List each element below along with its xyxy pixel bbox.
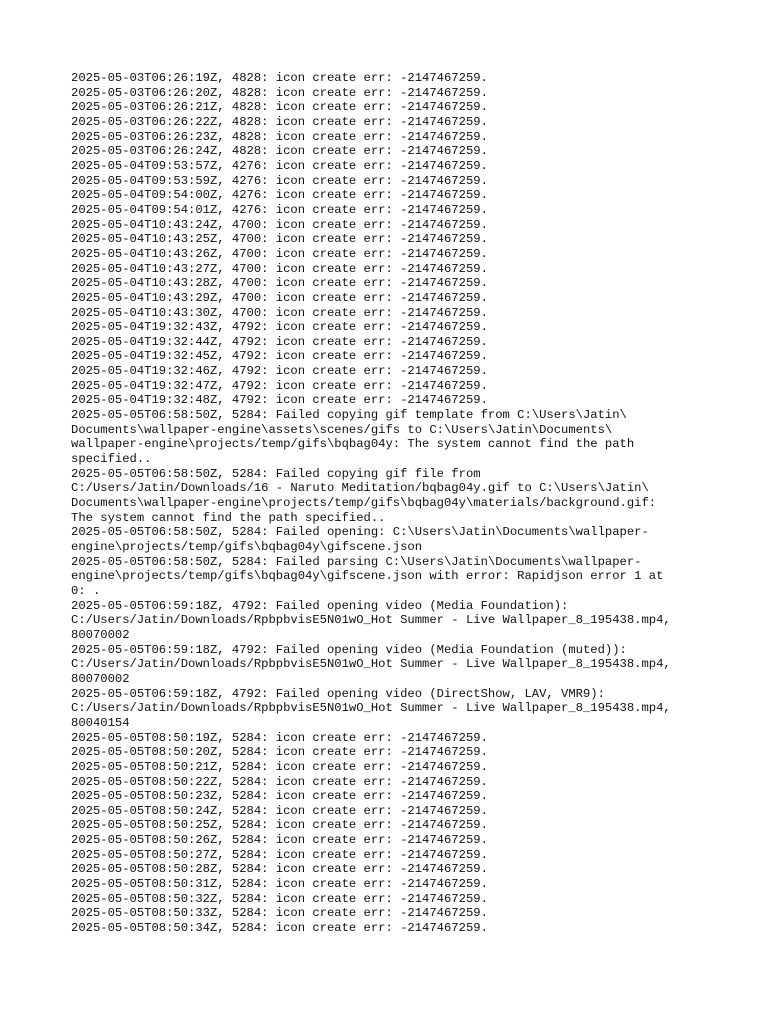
log-line: Documents\wallpaper-engine\projects/temp/gifs\bqbag04y\materials/background.gif: bbox=[71, 496, 657, 511]
log-line: wallpaper-engine\projects/temp/gifs\bqbag04y: The system cannot find the path bbox=[71, 437, 635, 452]
log-line: 2025-05-05T06:59:18Z, 4792: Failed opening video (Media Foundation (muted)): bbox=[71, 642, 627, 657]
log-line: Documents\wallpaper-engine\assets\scenes/gifs to C:\Users\Jatin\Documents\ bbox=[71, 422, 613, 437]
log-line: 80070002 bbox=[71, 627, 130, 642]
log-line: 2025-05-04T19:32:43Z, 4792: icon create err: -2147467259. bbox=[71, 320, 488, 335]
log-line: 2025-05-04T19:32:44Z, 4792: icon create err: -2147467259. bbox=[71, 334, 488, 349]
log-line: 2025-05-04T19:32:46Z, 4792: icon create err: -2147467259. bbox=[71, 364, 488, 379]
log-line: 2025-05-05T08:50:25Z, 5284: icon create err: -2147467259. bbox=[71, 818, 488, 833]
log-line: 2025-05-05T08:50:27Z, 5284: icon create err: -2147467259. bbox=[71, 847, 488, 862]
log-line: 2025-05-03T06:26:24Z, 4828: icon create err: -2147467259. bbox=[71, 144, 488, 159]
log-line: 2025-05-04T09:53:57Z, 4276: icon create err: -2147467259. bbox=[71, 158, 488, 173]
log-line: 2025-05-05T06:58:50Z, 5284: Failed copying gif template from C:\Users\Jatin\ bbox=[71, 408, 627, 423]
log-line: engine\projects/temp/gifs\bqbag04y\gifscene.json bbox=[71, 540, 423, 554]
log-line: 0: . bbox=[71, 583, 101, 598]
log-line: 2025-05-03T06:26:23Z, 4828: icon create err: -2147467259. bbox=[71, 129, 488, 144]
log-line: engine\projects/temp/gifs\bqbag04y\gifscene.json with error: Rapidjson error 1 at bbox=[71, 569, 664, 584]
log-line: 2025-05-03T06:26:19Z, 4828: icon create err: -2147467259. bbox=[71, 71, 488, 85]
document-page bbox=[71, 71, 701, 936]
log-line: 2025-05-05T08:50:32Z, 5284: icon create err: -2147467259. bbox=[71, 891, 488, 906]
log-line: 2025-05-05T08:50:22Z, 5284: icon create err: -2147467259. bbox=[71, 774, 488, 789]
log-line: 80070002 bbox=[71, 671, 130, 686]
log-line: 2025-05-04T09:53:59Z, 4276: icon create err: -2147467259. bbox=[71, 173, 488, 188]
log-line: 2025-05-04T10:43:24Z, 4700: icon create err: -2147467259. bbox=[71, 217, 488, 232]
log-line: 2025-05-03T06:26:20Z, 4828: icon create err: -2147467259. bbox=[71, 85, 488, 100]
log-line: 2025-05-05T08:50:31Z, 5284: icon create err: -2147467259. bbox=[71, 877, 488, 892]
log-line: 2025-05-04T10:43:29Z, 4700: icon create err: -2147467259. bbox=[71, 290, 488, 305]
log-line: 2025-05-04T19:32:48Z, 4792: icon create err: -2147467259. bbox=[71, 393, 488, 408]
log-line: 2025-05-05T08:50:28Z, 5284: icon create err: -2147467259. bbox=[71, 862, 488, 877]
log-line: 2025-05-05T06:59:18Z, 4792: Failed opening video (DirectShow, LAV, VMR9): bbox=[71, 686, 605, 701]
log-line: 2025-05-04T09:54:00Z, 4276: icon create err: -2147467259. bbox=[71, 188, 488, 203]
log-line: 2025-05-05T06:59:18Z, 4792: Failed opening video (Media Foundation): bbox=[71, 598, 569, 613]
log-line: 2025-05-05T06:58:50Z, 5284: Failed parsing C:\Users\Jatin\Documents\wallpaper- bbox=[71, 554, 642, 569]
log-line: 2025-05-05T08:50:33Z, 5284: icon create err: -2147467259. bbox=[71, 906, 488, 921]
log-line: 2025-05-05T08:50:26Z, 5284: icon create err: -2147467259. bbox=[71, 833, 488, 848]
log-line: 2025-05-04T09:54:01Z, 4276: icon create err: -2147467259. bbox=[71, 202, 488, 217]
log-line: C:/Users/Jatin/Downloads/RpbpbvisE5N01wO_Hot Summer - Live Wallpaper_8_195438.mp4, bbox=[71, 701, 671, 716]
log-line: 2025-05-05T08:50:19Z, 5284: icon create err: -2147467259. bbox=[71, 730, 488, 745]
log-line: C:/Users/Jatin/Downloads/RpbpbvisE5N01wO_Hot Summer - Live Wallpaper_8_195438.mp4, bbox=[71, 657, 671, 672]
log-line: 2025-05-03T06:26:22Z, 4828: icon create err: -2147467259. bbox=[71, 114, 488, 129]
log-line: 80040154 bbox=[71, 715, 130, 730]
log-line: 2025-05-04T10:43:30Z, 4700: icon create err: -2147467259. bbox=[71, 305, 488, 320]
log-line: 2025-05-05T06:58:50Z, 5284: Failed opening: C:\Users\Jatin\Documents\wallpaper- bbox=[71, 525, 649, 540]
log-line: 2025-05-04T19:32:45Z, 4792: icon create err: -2147467259. bbox=[71, 349, 488, 364]
log-line: The system cannot find the path specified.. bbox=[71, 510, 386, 525]
log-line: 2025-05-03T06:26:21Z, 4828: icon create err: -2147467259. bbox=[71, 100, 488, 115]
log-line: 2025-05-04T10:43:28Z, 4700: icon create err: -2147467259. bbox=[71, 276, 488, 291]
log-line: 2025-05-05T06:58:50Z, 5284: Failed copying gif file from bbox=[71, 466, 481, 481]
log-line: 2025-05-05T08:50:21Z, 5284: icon create err: -2147467259. bbox=[71, 759, 488, 774]
log-line: 2025-05-04T10:43:25Z, 4700: icon create err: -2147467259. bbox=[71, 232, 488, 247]
log-line: 2025-05-04T10:43:27Z, 4700: icon create err: -2147467259. bbox=[71, 261, 488, 276]
log-line: 2025-05-05T08:50:34Z, 5284: icon create err: -2147467259. bbox=[71, 921, 488, 936]
log-text-block bbox=[71, 71, 701, 936]
log-line: 2025-05-04T19:32:47Z, 4792: icon create err: -2147467259. bbox=[71, 378, 488, 393]
log-line: C:/Users/Jatin/Downloads/16 - Naruto Meditation/bqbag04y.gif to C:\Users\Jatin\ bbox=[71, 481, 649, 496]
log-line: 2025-05-05T08:50:24Z, 5284: icon create err: -2147467259. bbox=[71, 803, 488, 818]
log-line: specified.. bbox=[71, 452, 152, 467]
log-line: C:/Users/Jatin/Downloads/RpbpbvisE5N01wO_Hot Summer - Live Wallpaper_8_195438.mp4, bbox=[71, 613, 671, 628]
log-line: 2025-05-05T08:50:23Z, 5284: icon create err: -2147467259. bbox=[71, 789, 488, 804]
log-line: 2025-05-05T08:50:20Z, 5284: icon create err: -2147467259. bbox=[71, 745, 488, 760]
log-line: 2025-05-04T10:43:26Z, 4700: icon create err: -2147467259. bbox=[71, 246, 488, 261]
